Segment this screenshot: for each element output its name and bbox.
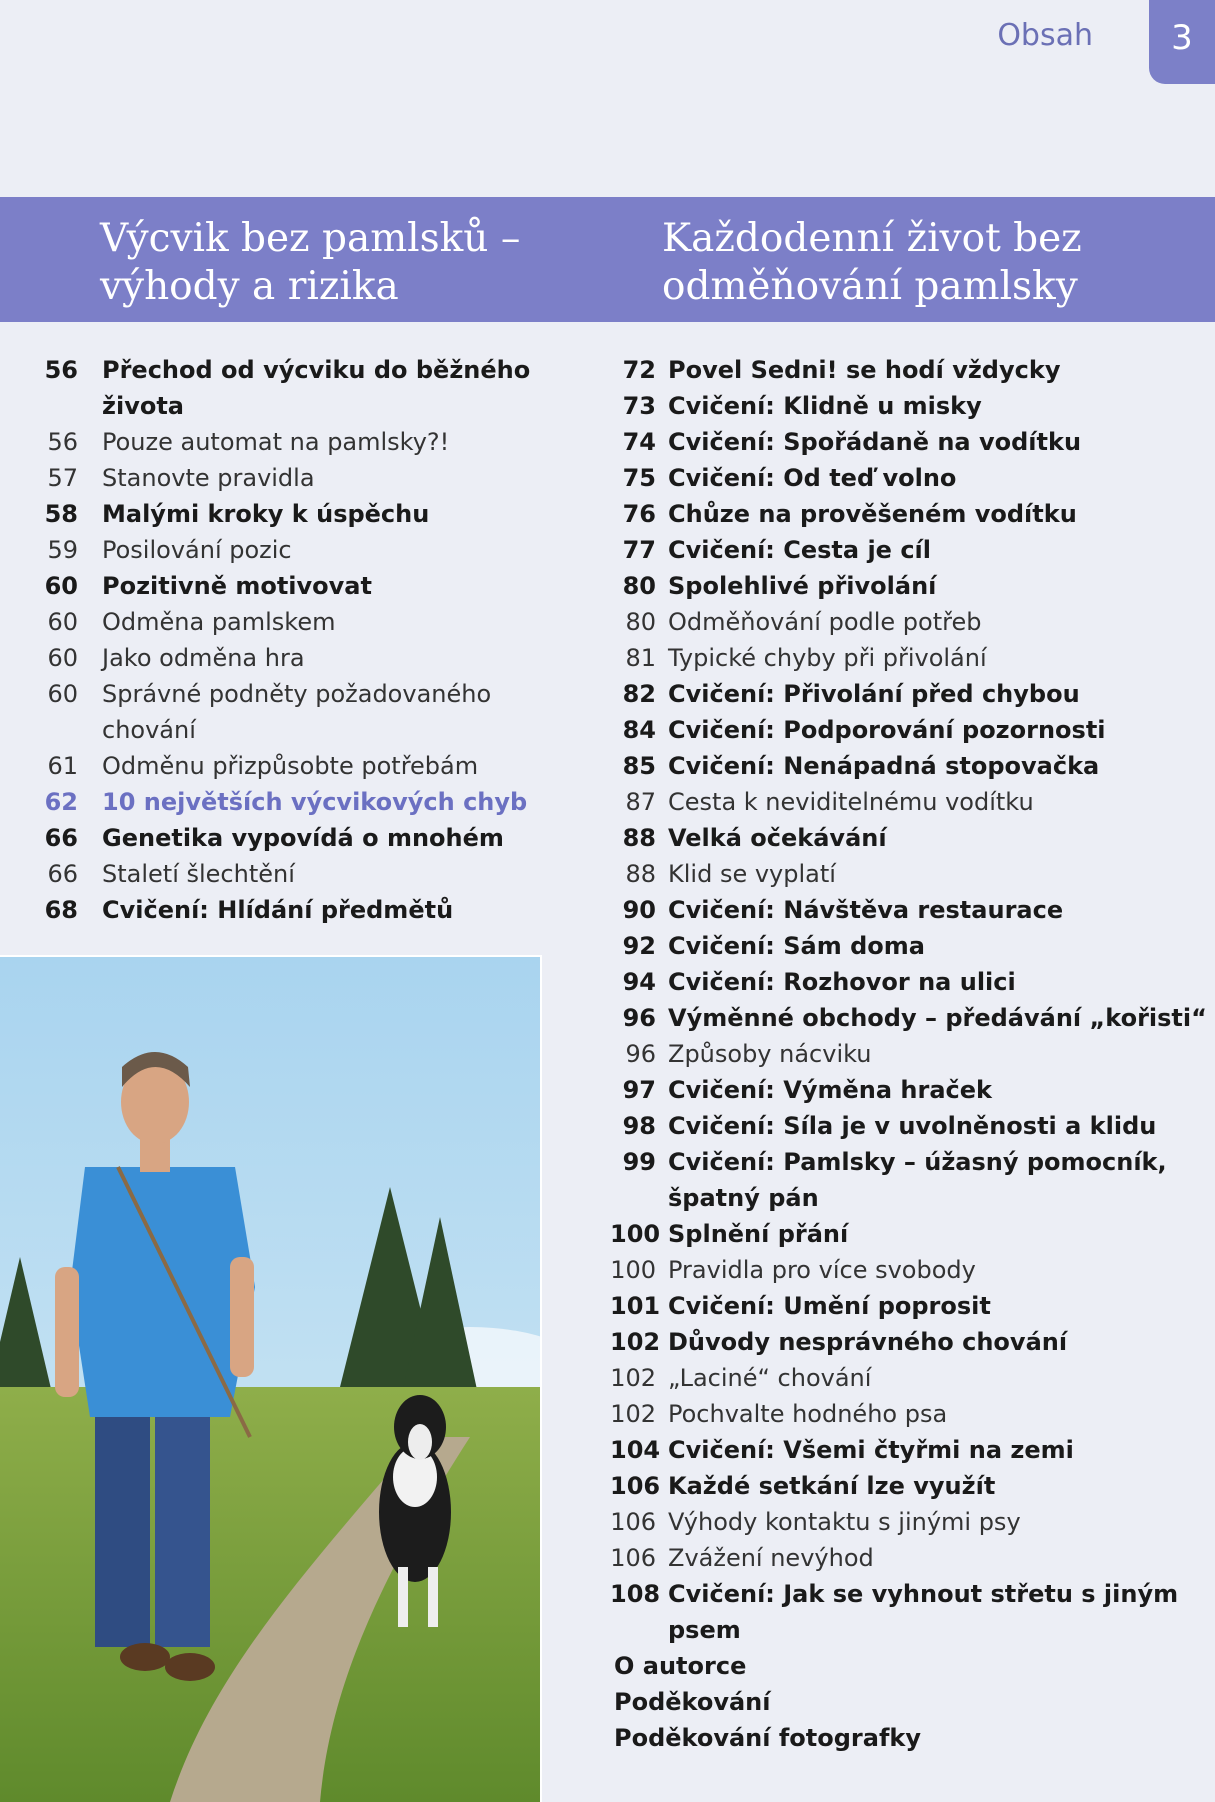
- section-banner: [0, 197, 1215, 322]
- toc-entry: [610, 820, 1210, 856]
- toc-entry: [610, 1144, 1210, 1216]
- toc-title: Typické chyby při přivolání: [668, 644, 987, 672]
- toc-entry: [40, 604, 550, 640]
- toc-page-number: 60: [47, 644, 78, 672]
- toc-title: Povel Sedni! se hodí vždycky: [668, 356, 1061, 384]
- left-section-title-line: Výcvik bez pamlsků –: [100, 216, 521, 261]
- toc-entry: [610, 856, 1210, 892]
- toc-title: Stanovte pravidla: [102, 464, 315, 492]
- toc-entry: [40, 640, 550, 676]
- toc-title: Pravidla pro více svobody: [668, 1256, 976, 1284]
- toc-page-number: 104: [610, 1436, 661, 1464]
- toc-page-number: 98: [622, 1112, 656, 1140]
- toc-entry: [40, 820, 550, 856]
- toc-title: Odměnu přizpůsobte potřebám: [102, 752, 479, 780]
- toc-title: Cvičení: Jak se vyhnout střetu s jiným psem: [668, 1580, 1179, 1644]
- toc-entry: [610, 712, 1210, 748]
- toc-page-number: 82: [622, 680, 656, 708]
- toc-entry: [40, 676, 550, 748]
- toc-page-number: 102: [610, 1364, 656, 1392]
- left-section-title-line: výhody a rizika: [100, 264, 399, 309]
- toc-title: Odměňování podle potřeb: [668, 608, 982, 636]
- toc-page-number: 56: [47, 428, 78, 456]
- toc-entry: [610, 784, 1210, 820]
- toc-title: „Laciné“ chování: [668, 1364, 872, 1392]
- toc-page-number: 101: [610, 1292, 661, 1320]
- toc-entry: [610, 568, 1210, 604]
- toc-title: Odměna pamlskem: [102, 608, 336, 636]
- toc-title: Pouze automat na pamlsky?!: [102, 428, 450, 456]
- toc-page-number: 87: [625, 788, 656, 816]
- toc-title: Velká očekávání: [668, 824, 887, 852]
- toc-title: Cvičení: Podporování pozornosti: [668, 716, 1106, 744]
- toc-page-number: 88: [622, 824, 656, 852]
- toc-title: Cvičení: Od teď volno: [668, 464, 957, 492]
- toc-entry: [610, 1324, 1210, 1360]
- toc-title: Výhody kontaktu s jinými psy: [668, 1508, 1021, 1536]
- toc-title: Cvičení: Spořádaně na vodítku: [668, 428, 1082, 456]
- toc-title: Spolehlivé přivolání: [668, 572, 937, 600]
- toc-entry: [610, 748, 1210, 784]
- toc-page-number: 74: [622, 428, 656, 456]
- toc-page-number: 76: [622, 500, 656, 528]
- toc-page-number: 90: [622, 896, 656, 924]
- toc-title: Cvičení: Rozhovor na ulici: [668, 968, 1016, 996]
- toc-page-number: 80: [622, 572, 656, 600]
- toc-left-column: [40, 352, 550, 928]
- toc-title: Poděkování: [614, 1688, 771, 1716]
- toc-entry: [610, 424, 1210, 460]
- toc-page-number: 106: [610, 1544, 656, 1572]
- right-section-title-line: Každodenní život bez: [662, 216, 1082, 261]
- toc-page-number: 88: [625, 860, 656, 888]
- toc-entry: [610, 640, 1210, 676]
- toc-page-number: 100: [610, 1256, 656, 1284]
- toc-entry: [40, 352, 550, 424]
- toc-entry: [610, 604, 1210, 640]
- toc-page-number: 72: [622, 356, 656, 384]
- toc-entry: [610, 352, 1210, 388]
- toc-page-number: 59: [47, 536, 78, 564]
- toc-page-number: 102: [610, 1328, 661, 1356]
- photo-man-walking-dog: [0, 955, 542, 1802]
- toc-title: Způsoby nácviku: [668, 1040, 872, 1068]
- toc-entry: [610, 496, 1210, 532]
- toc-entry: [40, 568, 550, 604]
- toc-entry: [610, 1108, 1210, 1144]
- toc-page-number: 106: [610, 1472, 661, 1500]
- toc-entry: [40, 856, 550, 892]
- toc-title: Cesta k neviditelnému vodítku: [668, 788, 1034, 816]
- toc-entry: [610, 1468, 1210, 1504]
- toc-entry: [40, 892, 550, 928]
- toc-entry: [610, 1684, 1210, 1720]
- toc-page-number: 100: [610, 1220, 661, 1248]
- toc-entry: [40, 496, 550, 532]
- toc-title: Pozitivně motivovat: [102, 572, 372, 600]
- toc-page-number: 96: [622, 1004, 656, 1032]
- toc-entry: [610, 1576, 1210, 1648]
- toc-title: Pochvalte hodného psa: [668, 1400, 948, 1428]
- left-section-title: [100, 215, 520, 311]
- toc-page-number: 57: [47, 464, 78, 492]
- toc-right-column: [610, 352, 1210, 1756]
- toc-entry: [610, 1720, 1210, 1756]
- toc-title: Výměnné obchody – předávání „kořisti“: [668, 1004, 1207, 1032]
- toc-title: Jako odměna hra: [102, 644, 305, 672]
- toc-title: Staletí šlechtění: [102, 860, 295, 888]
- toc-title: Klid se vyplatí: [668, 860, 836, 888]
- toc-page-number: 81: [625, 644, 656, 672]
- page-number-tab: 3: [1149, 0, 1215, 84]
- toc-entry: [610, 928, 1210, 964]
- toc-page-number: 106: [610, 1508, 656, 1536]
- toc-entry: [610, 1396, 1210, 1432]
- toc-entry: [40, 460, 550, 496]
- toc-title: Cvičení: Klidně u misky: [668, 392, 982, 420]
- toc-page-number: 56: [44, 356, 78, 384]
- toc-title: Cvičení: Všemi čtyřmi na zemi: [668, 1436, 1074, 1464]
- toc-entry: [610, 964, 1210, 1000]
- toc-page-number: 68: [44, 896, 78, 924]
- toc-entry: [610, 1540, 1210, 1576]
- toc-page-number: 66: [44, 824, 78, 852]
- toc-title: Cvičení: Přivolání před chybou: [668, 680, 1080, 708]
- toc-page-number: 61: [47, 752, 78, 780]
- toc-entry: [610, 1504, 1210, 1540]
- toc-title: Důvody nesprávného chování: [668, 1328, 1068, 1356]
- toc-entry: [610, 892, 1210, 928]
- toc-title: Cvičení: Sám doma: [668, 932, 925, 960]
- toc-entry: [610, 676, 1210, 712]
- toc-entry: [610, 1216, 1210, 1252]
- toc-entry: [610, 532, 1210, 568]
- toc-title: Cvičení: Výměna hraček: [668, 1076, 992, 1104]
- toc-entry: [40, 532, 550, 568]
- toc-entry: [610, 1360, 1210, 1396]
- toc-title: Splnění přání: [668, 1220, 849, 1248]
- toc-page-number: 60: [44, 572, 78, 600]
- toc-entry: [610, 1036, 1210, 1072]
- toc-entry: [610, 1072, 1210, 1108]
- toc-page-number: 58: [44, 500, 78, 528]
- toc-title: Genetika vypovídá o mnohém: [102, 824, 504, 852]
- toc-title: Zvážení nevýhod: [668, 1544, 874, 1572]
- toc-page-number: 75: [622, 464, 656, 492]
- toc-page-number: 60: [47, 608, 78, 636]
- toc-page-number: 97: [622, 1076, 656, 1104]
- toc-title: Cvičení: Umění poprosit: [668, 1292, 991, 1320]
- toc-entry: [610, 1432, 1210, 1468]
- toc-entry: [40, 424, 550, 460]
- toc-title: Přechod od výcviku do běžného života: [102, 356, 531, 420]
- right-section-title-line: odměňování pamlsky: [662, 264, 1078, 309]
- toc-title: Malými kroky k úspěchu: [102, 500, 430, 528]
- toc-entry: [40, 784, 550, 820]
- toc-page-number: 73: [622, 392, 656, 420]
- toc-page-number: 80: [625, 608, 656, 636]
- toc-title: O autorce: [614, 1652, 747, 1680]
- toc-page-number: 94: [622, 968, 656, 996]
- toc-page-number: 84: [622, 716, 656, 744]
- toc-title: Správné podněty požadovaného chování: [102, 680, 492, 744]
- page-header: [0, 0, 1215, 90]
- toc-title: Cvičení: Pamlsky – úžasný pomocník, špatný pán: [668, 1148, 1167, 1212]
- toc-page-number: 102: [610, 1400, 656, 1428]
- toc-page-number: 85: [622, 752, 656, 780]
- toc-page-number: 77: [622, 536, 656, 564]
- toc-title: 10 největších výcvikových chyb: [102, 788, 528, 816]
- section-label: Obsah: [997, 18, 1093, 53]
- toc-entry: [610, 460, 1210, 496]
- toc-title: Každé setkání lze využít: [668, 1472, 996, 1500]
- toc-title: Cvičení: Hlídání předmětů: [102, 896, 454, 924]
- toc-page-number: 92: [622, 932, 656, 960]
- toc-entry: [610, 1288, 1210, 1324]
- toc-entry: [610, 1252, 1210, 1288]
- toc-title: Cvičení: Síla je v uvolněnosti a klidu: [668, 1112, 1157, 1140]
- toc-entry: [610, 1000, 1210, 1036]
- toc-entry: [40, 748, 550, 784]
- toc-page-number: 99: [622, 1148, 656, 1176]
- toc-title: Cvičení: Cesta je cíl: [668, 536, 931, 564]
- toc-page-number: 108: [610, 1580, 661, 1608]
- toc-title: Posilování pozic: [102, 536, 292, 564]
- toc-title: Chůze na prověšeném vodítku: [668, 500, 1077, 528]
- toc-page-number: 60: [47, 680, 78, 708]
- toc-entry: [610, 388, 1210, 424]
- toc-entry: [610, 1648, 1210, 1684]
- toc-page-number: 66: [47, 860, 78, 888]
- toc-title: Cvičení: Nenápadná stopovačka: [668, 752, 1100, 780]
- toc-page-number: 62: [44, 788, 78, 816]
- toc-page-number: 96: [625, 1040, 656, 1068]
- toc-title: Cvičení: Návštěva restaurace: [668, 896, 1064, 924]
- toc-title: Poděkování fotografky: [614, 1724, 921, 1752]
- right-section-title: [662, 215, 1082, 311]
